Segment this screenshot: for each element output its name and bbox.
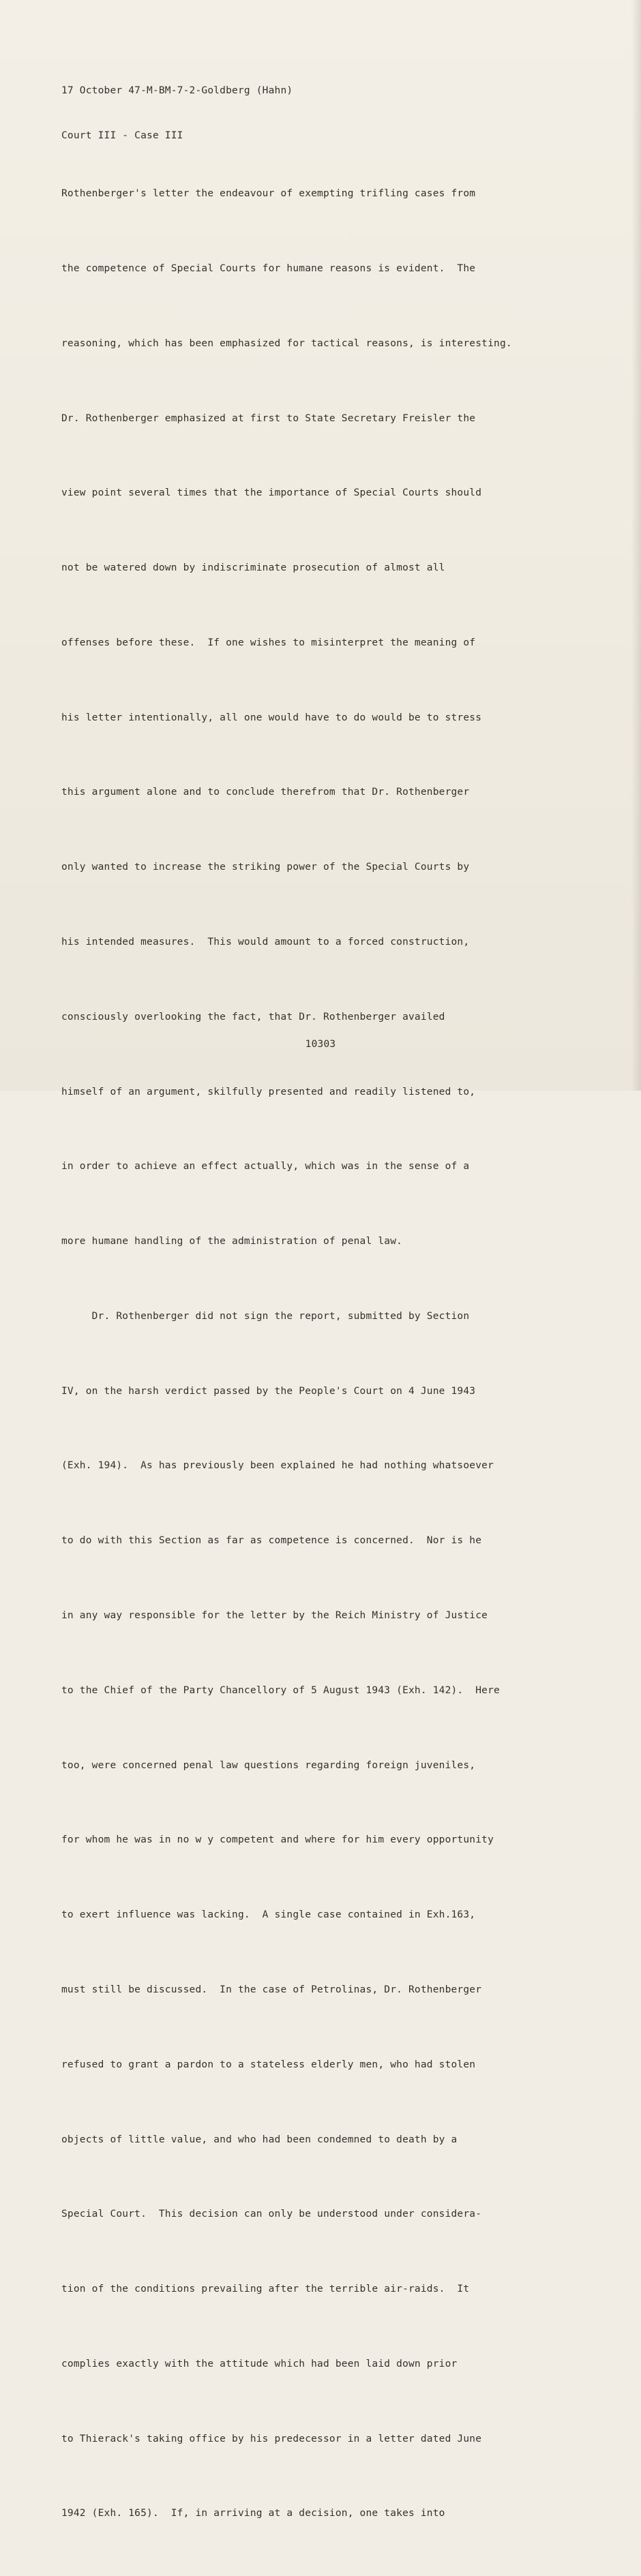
body-line-31: to Thierack's taking office by his predecessor in a letter dated June [61, 2433, 482, 2444]
body-line-17: IV, on the harsh verdict passed by the People's Court on 4 June 1943 [61, 1385, 476, 1397]
body-line-8: his letter intentionally, all one would have to do would be to stress [61, 712, 482, 723]
document-body [61, 132, 580, 2576]
body-line-7: offenses before these. If one wishes to misinterpret the meaning of [61, 637, 476, 648]
body-line-4: Dr. Rothenberger emphasized at first to State Secretary Freisler the [61, 412, 476, 424]
body-line-3: reasoning, which has been emphasized for tactical reasons, is interesting. [61, 337, 512, 349]
body-line-21: to the Chief of the Party Chancellory of 5 August 1943 (Exh. 142). Here [61, 1684, 500, 1696]
body-line-30: complies exactly with the attitude which had been laid down prior [61, 2358, 458, 2369]
page-number: 10303 [305, 1039, 336, 1050]
body-line-24: to exert influence was lacking. A single case contained in Exh.163, [61, 1909, 476, 1921]
body-line-12: consciously overlooking the fact, that Dr. Rothenberger availed [61, 1011, 445, 1022]
body-line-19: to do with this Section as far as competence is concerned. Nor is he [61, 1535, 482, 1547]
header-court-case: Court III - Case III [61, 130, 183, 141]
page-edge-shadow [631, 0, 641, 1091]
body-line-20: in any way responsible for the letter by the Reich Ministry of Justice [61, 1610, 488, 1622]
body-line-29: tion of the conditions prevailing after the terrible air-raids. It [61, 2284, 470, 2295]
body-line-28: Special Court. This decision can only be understood under considera- [61, 2209, 482, 2220]
body-line-10: only wanted to increase the striking power of the Special Courts by [61, 862, 470, 873]
body-line-13: himself of an argument, skilfully presented and readily listened to, [61, 1086, 476, 1097]
body-line-9: this argument alone and to conclude therefrom that Dr. Rothenberger [61, 787, 470, 798]
body-line-11: his intended measures. This would amount to a forced construction, [61, 937, 470, 948]
body-line-25: must still be discussed. In the case of Petrolinas, Dr. Rothenberger [61, 1984, 482, 1995]
body-line-18: (Exh. 194). As has previously been explained he had nothing whatsoever [61, 1460, 494, 1472]
header-date-reference: 17 October 47-M-BM-7-2-Goldberg (Hahn) [61, 85, 293, 96]
body-line-1: Rothenberger's letter the endeavour of exempting trifling cases from [61, 188, 476, 200]
body-line-27: objects of little value, and who had been condemned to death by a [61, 2134, 458, 2145]
body-line-2: the competence of Special Courts for humane reasons is evident. The [61, 262, 476, 274]
body-line-5: view point several times that the importance of Special Courts should [61, 487, 482, 499]
body-line-22: too, were concerned penal law questions regarding foreign juveniles, [61, 1759, 476, 1771]
body-line-15: more humane handling of the administration of penal law. [61, 1236, 403, 1247]
body-line-23: for whom he was in no w y competent and where for him every opportunity [61, 1834, 494, 1846]
body-line-14: in order to achieve an effect actually, which was in the sense of a [61, 1161, 470, 1172]
body-line-16: Dr. Rothenberger did not sign the report, submitted by Section [61, 1310, 470, 1322]
body-line-6: not be watered down by indiscriminate prosecution of almost all [61, 562, 445, 574]
body-line-32: 1942 (Exh. 165). If, in arriving at a decision, one takes into [61, 2508, 445, 2519]
body-line-26: refused to grant a pardon to a stateless elderly men, who had stolen [61, 2059, 476, 2070]
